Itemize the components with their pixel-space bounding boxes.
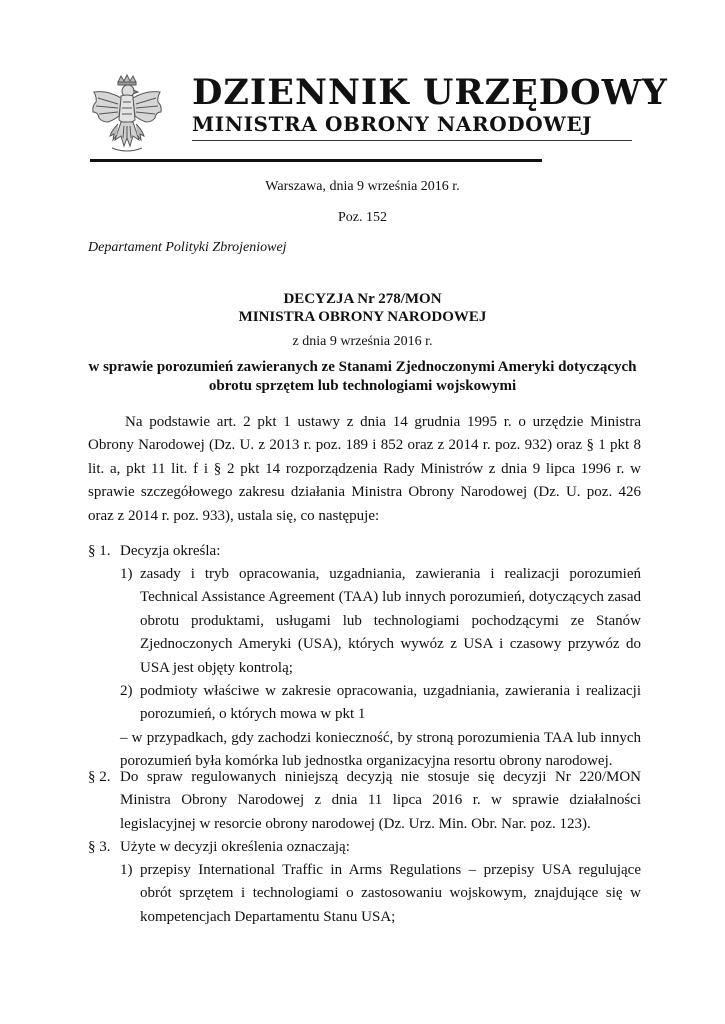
section-3	[88, 836, 641, 859]
place-date: Warszawa, dnia 9 września 2016 r.	[265, 179, 460, 194]
journal-title: DZIENNIK URZĘDOWY	[192, 72, 668, 113]
section-1-item-2-number: 2)	[120, 683, 133, 699]
section-1-number: § 1.	[88, 543, 111, 559]
section-2-text: Do spraw regulowanych niniejszą decyzją nie stosuje się decyzji Nr 220/MON Ministra Obrony Narodowej z dnia 11 lipca 2016 r. w sprawie działalności legislacyjnej w resorcie obrony narodowej (Dz. Urz. Min. Obr. Nar. poz. 123).	[120, 769, 641, 832]
section-3-text: Użyte w decyzji określenia oznaczają:	[120, 839, 350, 855]
polish-eagle-emblem-icon	[88, 74, 166, 158]
masthead-thin-rule	[192, 140, 632, 141]
section-1-tail: – w przypadkach, gdy zachodzi konieczność, by stroną porozumienia TAA lub innych porozumień była komórka lub jednostka organizacyjna resortu obrony narodowej.	[120, 730, 641, 770]
section-3-item-1-text: przepisy International Traffic in Arms Regulations – przepisy USA regulujące obrót sprzętem i technologiami o zastosowaniu wojskowym, znajdujące się w kompetencjach Departamentu Stanu USA;	[140, 862, 641, 925]
section-1-item-2	[120, 680, 641, 727]
section-2-number: § 2.	[88, 769, 111, 785]
masthead	[88, 70, 668, 170]
section-1-item-2-text: podmioty właściwe w zakresie opracowania, uzgadniania, zawierania i realizacji porozumień, o których mowa w pkt 1	[140, 683, 641, 723]
section-3-number: § 3.	[88, 839, 111, 855]
journal-subtitle: MINISTRA OBRONY NARODOWEJ	[192, 112, 593, 136]
decision-date: z dnia 9 września 2016 r.	[292, 334, 433, 349]
section-3-item-1-number: 1)	[120, 862, 133, 878]
section-1-item-1-text: zasady i tryb opracowania, uzgadniania, zawierania i realizacji porozumień Technical Assistance Agreement (TAA) lub innych porozumień, dotyczących zasad obrotu produktami, usługami lub technologiami pochodzącymi ze Stanów Zjednoczonych Ameryki (USA), których wywóz z USA i czasowy przywóz do USA jest objęty kontrolą;	[140, 566, 641, 676]
decision-number: DECYZJA Nr 278/MON	[283, 291, 442, 307]
position-number: Poz. 152	[338, 210, 387, 225]
section-1	[88, 540, 641, 563]
section-3-item-1	[120, 859, 641, 929]
section-1-item-1-number: 1)	[120, 566, 133, 582]
decision-subject-line-2: obrotu sprzętem lub technologiami wojskowymi	[208, 378, 517, 394]
preamble: Na podstawie art. 2 pkt 1 ustawy z dnia 14 grudnia 1995 r. o urzędzie Ministra Obrony Narodowej (Dz. U. z 2013 r. poz. 189 i 852 oraz z 2014 r. poz. 932) oraz § 1 pkt 8 lit. a, pkt 11 lit. f i § 2 pkt 14 rozporządzenia Rady Ministrów z dnia 9 lipca 1996 r. w sprawie szczegółowego zakresu działania Ministra Obrony Narodowej (Dz. U. poz. 426 oraz z 2014 r. poz. 933), ustala się, co następuje:	[88, 414, 641, 524]
department: Departament Polityki Zbrojeniowej	[88, 240, 287, 255]
section-1-text: Decyzja określa:	[120, 543, 221, 559]
masthead-rule	[90, 159, 542, 162]
decision-issuer: MINISTRA OBRONY NARODOWEJ	[238, 309, 487, 325]
section-1-item-1	[120, 563, 641, 680]
decision-subject-line-1: w sprawie porozumień zawieranych ze Stanami Zjednoczonymi Ameryki dotyczących	[88, 359, 637, 375]
section-2	[88, 766, 641, 836]
